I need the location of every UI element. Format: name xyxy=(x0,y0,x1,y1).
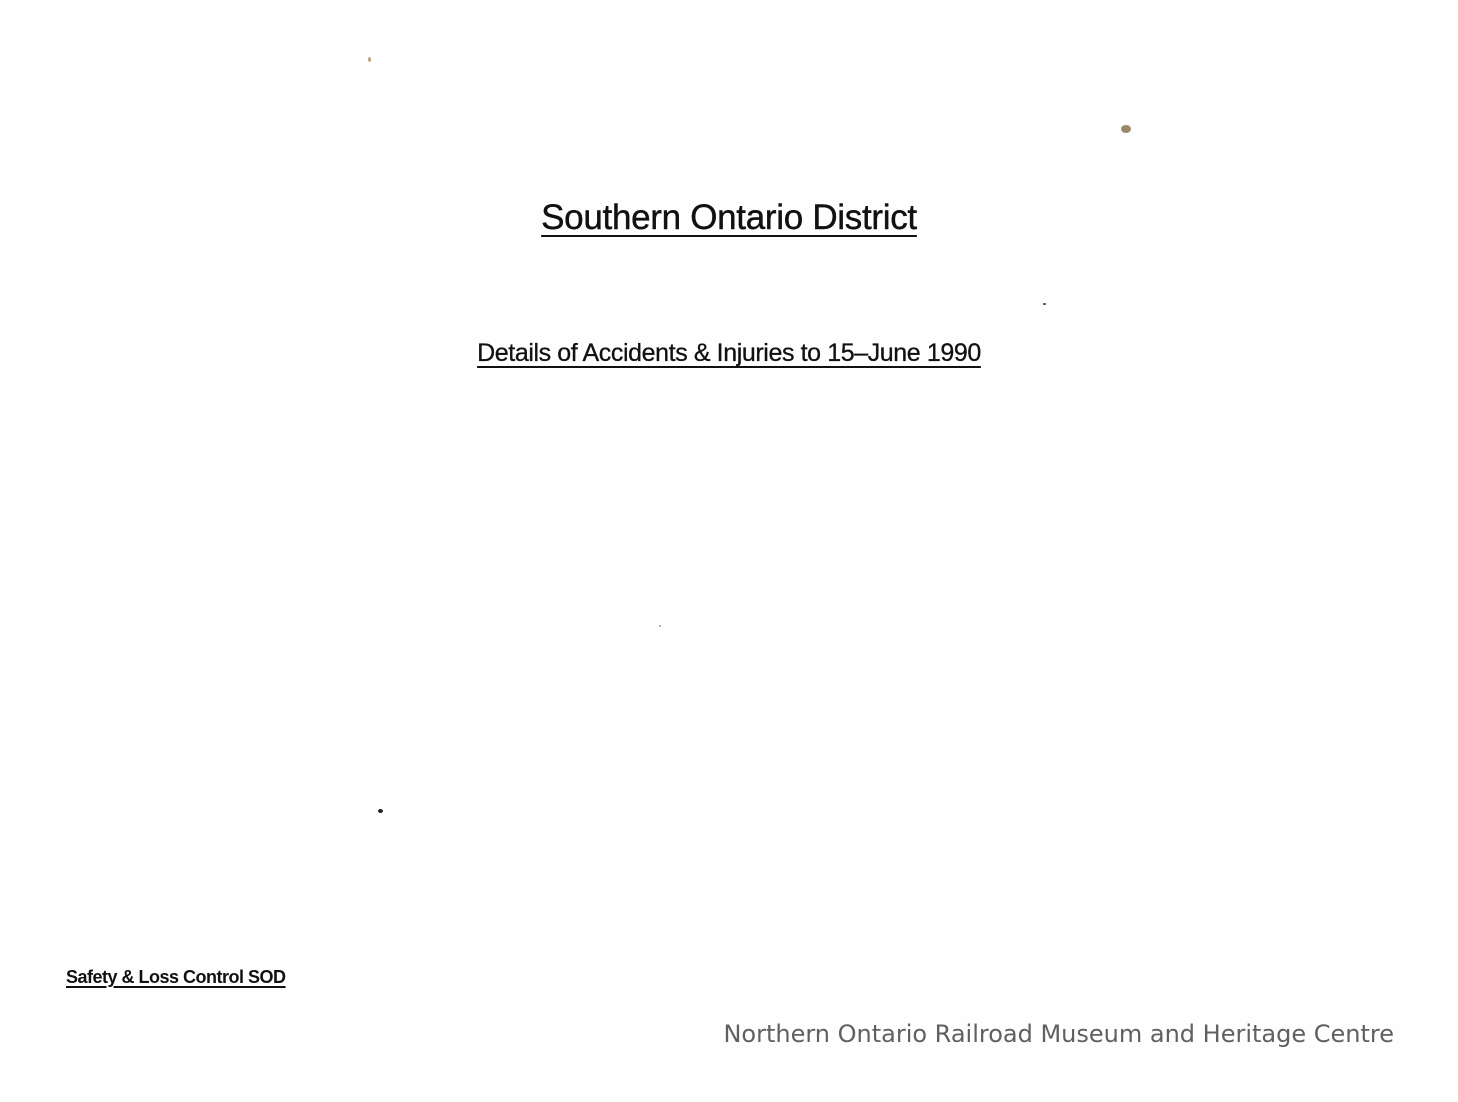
archive-credit: Northern Ontario Railroad Museum and Heritage Centre xyxy=(723,1020,1394,1048)
paper-speck xyxy=(1121,125,1131,133)
paper-speck xyxy=(378,809,383,813)
document-subtitle: Details of Accidents & Injuries to 15–June 1990 xyxy=(477,339,981,367)
paper-speck xyxy=(1043,303,1046,305)
paper-speck xyxy=(368,57,371,62)
document-title: Southern Ontario District xyxy=(541,198,917,237)
department-footer: Safety & Loss Control SOD xyxy=(66,967,286,987)
paper-speck xyxy=(659,625,661,627)
